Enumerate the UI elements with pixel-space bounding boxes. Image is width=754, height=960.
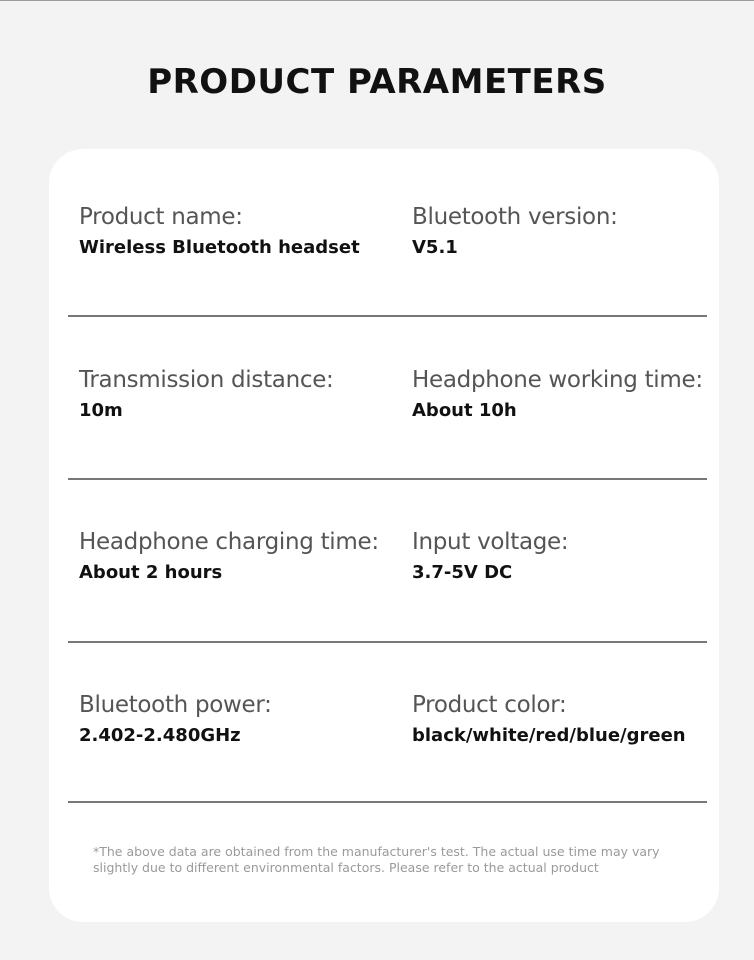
- param-label: Product color:: [412, 692, 567, 718]
- param-bluetooth-version: [412, 202, 722, 260]
- row-divider: [68, 641, 707, 643]
- param-value: 2.402-2.480GHz: [79, 725, 241, 746]
- param-label: Bluetooth version:: [412, 204, 618, 230]
- top-border-line: [0, 0, 754, 1]
- param-bluetooth-power: [79, 690, 409, 748]
- param-product-color: [412, 690, 722, 748]
- parameters-card: [49, 149, 719, 922]
- row-divider: [68, 478, 707, 480]
- param-value: 3.7-5V DC: [412, 562, 513, 583]
- row-divider: [68, 315, 707, 317]
- param-label: Headphone working time:: [412, 367, 703, 393]
- param-input-voltage: [412, 527, 722, 585]
- param-label: Headphone charging time:: [79, 529, 379, 555]
- param-working-time: [412, 365, 722, 423]
- param-transmission-distance: [79, 365, 409, 423]
- param-value: V5.1: [412, 237, 458, 258]
- param-product-name: [79, 202, 409, 260]
- param-charging-time: [79, 527, 409, 585]
- param-value: About 10h: [412, 400, 517, 421]
- param-label: Input voltage:: [412, 529, 569, 555]
- param-label: Transmission distance:: [79, 367, 334, 393]
- param-value: 10m: [79, 400, 123, 421]
- param-label: Bluetooth power:: [79, 692, 272, 718]
- param-label: Product name:: [79, 204, 243, 230]
- disclaimer-note: *The above data are obtained from the manufacturer's test. The actual use time may vary slightly due to different environmental factors. Please refer to the actual product: [93, 844, 660, 875]
- param-value: Wireless Bluetooth headset: [79, 237, 360, 258]
- row-divider: [68, 801, 707, 803]
- param-value: About 2 hours: [79, 562, 223, 583]
- param-value: black/white/red/blue/green: [412, 725, 686, 746]
- page-title: PRODUCT PARAMETERS: [147, 62, 607, 102]
